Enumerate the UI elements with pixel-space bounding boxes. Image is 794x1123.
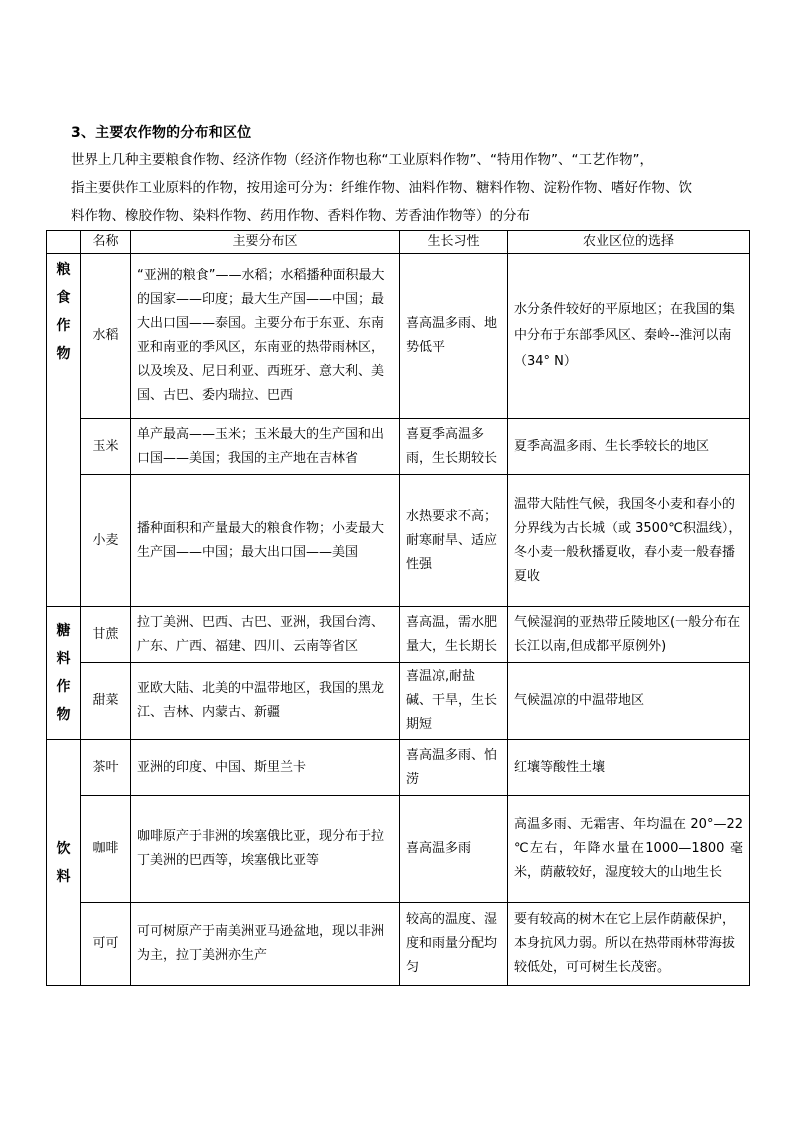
crop-name-coffee: 咖啡 xyxy=(81,796,131,903)
header-cell-category xyxy=(47,231,81,254)
crop-name-sugarbeet: 甜菜 xyxy=(81,663,131,740)
crop-name-wheat: 小麦 xyxy=(81,475,131,607)
location-cell: 红壤等酸性土壤 xyxy=(508,740,750,796)
intro-line: 料作物、橡胶作物、染料作物、药用作物、香料作物、芳香油作物等）的分布 xyxy=(71,208,530,224)
distribution-cell: “亚洲的粮食”——水稻；水稻播种面积最大的国家——印度；最大生产国——中国；最大出口国——泰国。主要分布于东亚、东南亚和南亚的季风区，东南亚的热带雨林区，以及埃及、尼日利亚、西班牙、意大利、美国、古巴、委内瑞拉、巴西 xyxy=(131,254,400,419)
distribution-cell: 亚洲的印度、中国、斯里兰卡 xyxy=(131,740,400,796)
crop-name-sugarcane: 甘蔗 xyxy=(81,607,131,663)
habit-cell: 喜高温多雨 xyxy=(400,796,508,903)
crop-name-tea: 茶叶 xyxy=(81,740,131,796)
table-row xyxy=(47,663,750,740)
table-row xyxy=(47,419,750,475)
distribution-cell: 拉丁美洲、巴西、古巴、亚洲，我国台湾、广东、广西、福建、四川、云南等省区 xyxy=(131,607,400,663)
habit-cell: 较高的温度、湿度和雨量分配均匀 xyxy=(400,903,508,986)
crop-distribution-table xyxy=(46,230,750,986)
location-cell: 气候湿润的亚热带丘陵地区(一般分布在长江以南,但成都平原例外) xyxy=(508,607,750,663)
section-heading: 3、主要农作物的分布和区位 xyxy=(71,125,252,141)
header-cell-habit: 生长习性 xyxy=(400,231,508,254)
distribution-cell: 单产最高——玉米；玉米最大的生产国和出口国——美国；我国的主产地在吉林省 xyxy=(131,419,400,475)
habit-cell: 喜高温多雨、地势低平 xyxy=(400,254,508,419)
table-row xyxy=(47,796,750,903)
crop-name-corn: 玉米 xyxy=(81,419,131,475)
distribution-cell: 亚欧大陆、北美的中温带地区，我国的黑龙江、吉林、内蒙古、新疆 xyxy=(131,663,400,740)
intro-line: 世界上几种主要粮食作物、经济作物（经济作物也称“工业原料作物”、“特用作物”、“工艺作物”， xyxy=(71,152,653,168)
category-cell-grain: 粮 食 作 物 xyxy=(47,254,81,607)
habit-cell: 水热要求不高；耐寒耐旱、适应性强 xyxy=(400,475,508,607)
location-cell: 温带大陆性气候，我国冬小麦和春小的分界线为古长城（或 3500℃积温线），冬小麦一般秋播夏收，春小麦一般春播夏收 xyxy=(508,475,750,607)
table-row xyxy=(47,740,750,796)
distribution-cell: 咖啡原产于非洲的埃塞俄比亚，现分布于拉丁美洲的巴西等，埃塞俄比亚等 xyxy=(131,796,400,903)
intro-line: 指主要供作工业原料的作物，按用途可分为：纤维作物、油料作物、糖料作物、淀粉作物、嗜好作物、饮 xyxy=(71,180,692,196)
table-row xyxy=(47,475,750,607)
habit-cell: 喜温凉,耐盐碱、干旱，生长期短 xyxy=(400,663,508,740)
category-cell-sugar: 糖 料 作 物 xyxy=(47,607,81,740)
location-cell: 要有较高的树木在它上层作荫蔽保护，本身抗风力弱。所以在热带雨林带海拔较低处，可可树生长茂密。 xyxy=(508,903,750,986)
crop-name-rice: 水稻 xyxy=(81,254,131,419)
intro-paragraph xyxy=(71,146,731,230)
location-cell: 夏季高温多雨、生长季较长的地区 xyxy=(508,419,750,475)
location-cell: 高温多雨、无霜害、年均温在 20°—22 ℃左右，年降水量在1000—1800 毫米，荫蔽较好，湿度较大的山地生长 xyxy=(508,796,750,903)
distribution-cell: 可可树原产于南美洲亚马逊盆地，现以非洲为主，拉丁美洲亦生产 xyxy=(131,903,400,986)
table-row xyxy=(47,903,750,986)
header-cell-distribution: 主要分布区 xyxy=(131,231,400,254)
table-row xyxy=(47,254,750,419)
habit-cell: 喜高温多雨、怕涝 xyxy=(400,740,508,796)
header-cell-location: 农业区位的选择 xyxy=(508,231,750,254)
distribution-cell: 播种面积和产量最大的粮食作物；小麦最大生产国——中国；最大出口国——美国 xyxy=(131,475,400,607)
location-cell: 水分条件较好的平原地区；在我国的集中分布于东部季风区、秦岭--淮河以南（34° N） xyxy=(508,254,750,419)
header-cell-name: 名称 xyxy=(81,231,131,254)
table-header-row xyxy=(47,231,750,254)
location-cell: 气候温凉的中温带地区 xyxy=(508,663,750,740)
habit-cell: 喜夏季高温多雨，生长期较长 xyxy=(400,419,508,475)
category-cell-beverage: 饮 料 xyxy=(47,740,81,986)
habit-cell: 喜高温，需水肥量大，生长期长 xyxy=(400,607,508,663)
table-row xyxy=(47,607,750,663)
crop-name-cocoa: 可可 xyxy=(81,903,131,986)
